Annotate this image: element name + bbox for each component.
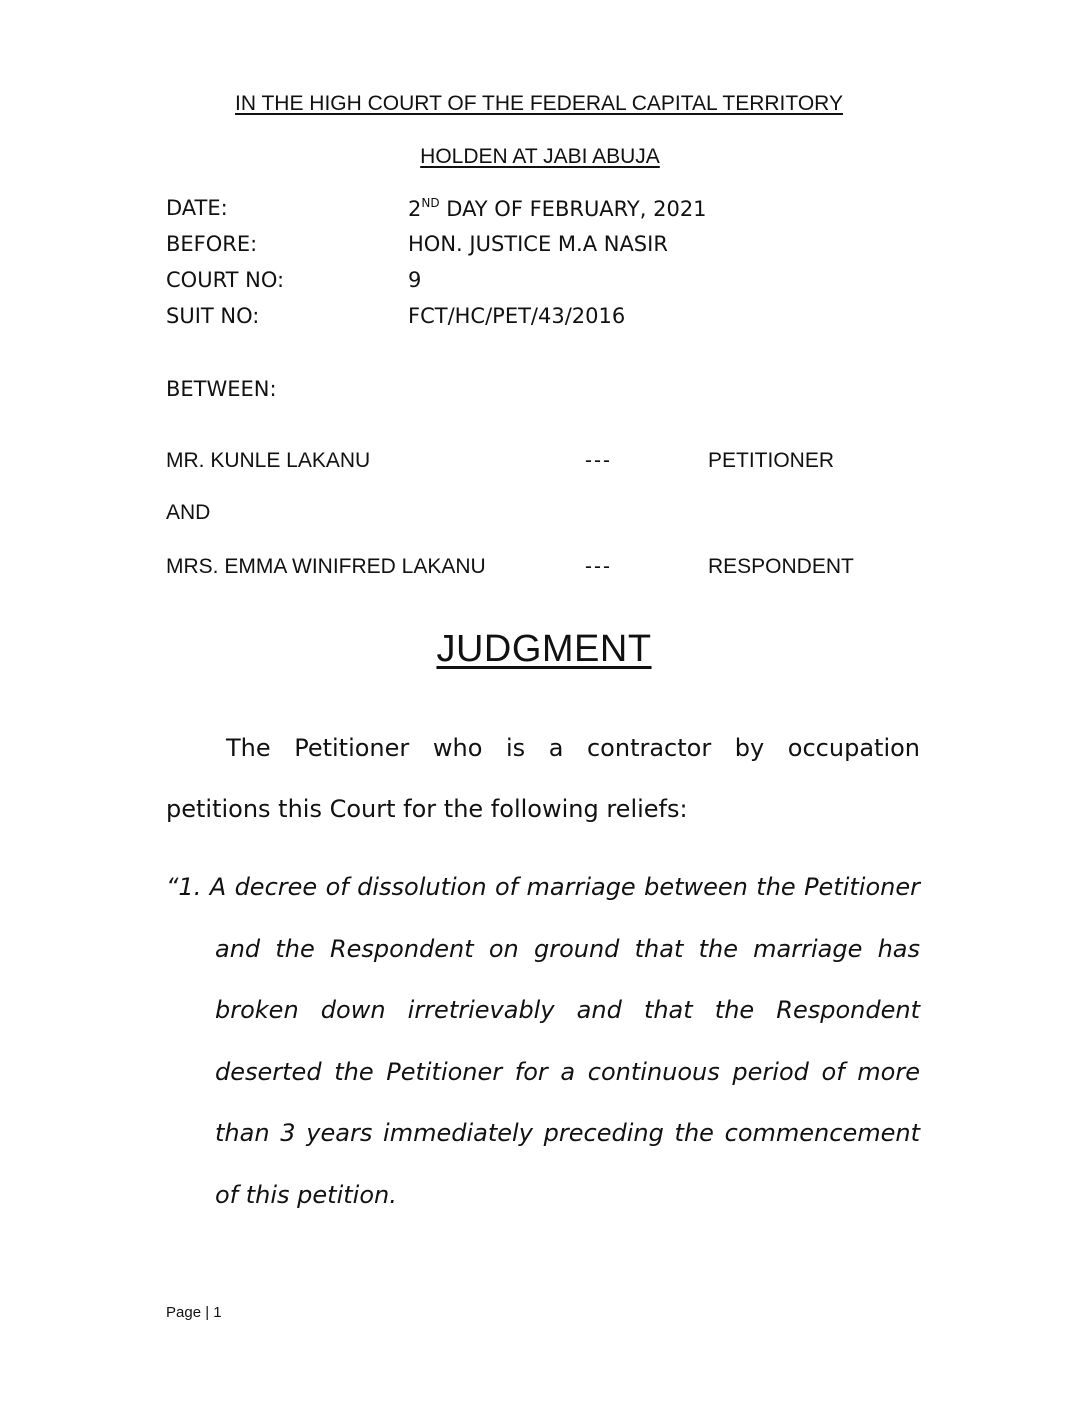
relief-1-paragraph: “1. A decree of dissolution of marriage between the Petitioner and the Respondent on ground that the marriage has broken down irretrievably and that the Respondent deserted the Petitioner for a continuous period of more than 3 years immediately preceding the commencement of this petition. — [166, 873, 920, 1209]
date-ordinal-suffix: ND — [421, 196, 440, 210]
date-label: DATE: — [166, 196, 228, 220]
date-day: 2 — [408, 197, 422, 221]
respondent-role: RESPONDENT — [708, 555, 854, 578]
judge-name: HON. JUSTICE M.A NASIR — [408, 232, 668, 256]
respondent-name: MRS. EMMA WINIFRED LAKANU — [166, 555, 486, 578]
date-value — [408, 196, 707, 221]
between-label: BETWEEN: — [166, 377, 277, 401]
respondent-dashes: --- — [585, 555, 612, 578]
suit-no-label: SUIT NO: — [166, 304, 260, 328]
and-label: AND — [166, 501, 211, 524]
before-label: BEFORE: — [166, 232, 258, 256]
document-title: JUDGMENT — [436, 628, 652, 670]
court-location-heading: HOLDEN AT JABI ABUJA — [420, 145, 660, 168]
petitioner-role: PETITIONER — [708, 449, 835, 472]
intro-paragraph — [166, 718, 920, 840]
court-no-label: COURT NO: — [166, 268, 285, 292]
suit-no-value: FCT/HC/PET/43/2016 — [408, 304, 626, 328]
page-number: Page | 1 — [166, 1304, 222, 1321]
intro-text: The Petitioner who is a contractor by occupation petitions this Court for the following reliefs: — [166, 734, 920, 823]
court-heading: IN THE HIGH COURT OF THE FEDERAL CAPITAL TERRITORY — [235, 92, 843, 115]
date-rest: DAY OF FEBRUARY, 2021 — [439, 197, 707, 221]
court-no-value: 9 — [408, 268, 422, 292]
petitioner-dashes: --- — [585, 449, 612, 472]
petitioner-name: MR. KUNLE LAKANU — [166, 449, 371, 472]
